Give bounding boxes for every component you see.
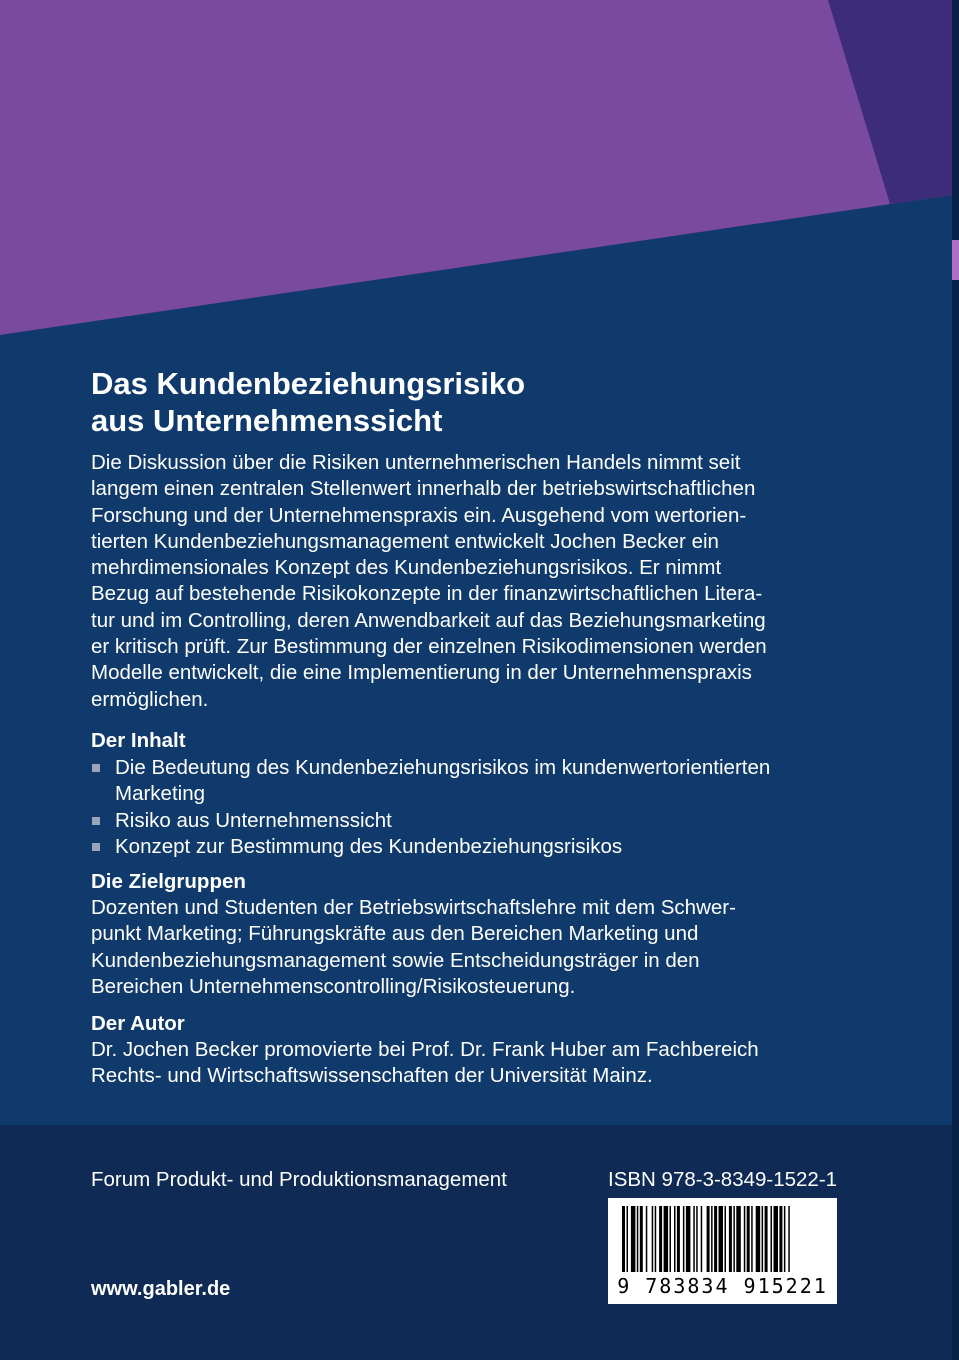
list-item-text: Risiko aus Unternehmenssicht [115,808,392,832]
barcode-bar [674,1206,676,1272]
intro-line: Bezug auf bestehende Risikokonzepte in der finanzwirtschaftlichen Litera- [91,582,763,606]
barcode-bar [693,1206,695,1272]
barcode-bar [779,1206,782,1272]
barcode-bar [765,1206,768,1272]
list-item [91,755,851,808]
book-title [91,365,851,439]
barcode-bar [736,1206,741,1272]
bullet-square-icon [92,764,100,772]
barcode-bar [756,1206,761,1272]
barcode-bar [784,1206,786,1272]
title-line-1: Das Kundenbeziehungsrisiko [91,366,526,401]
barcode-bar [701,1206,703,1272]
intro-line: langem einen zentralen Stellenwert innerhalb der betriebswirtschaftlichen [91,477,756,501]
zielgruppen-line: Bereichen Unternehmenscontrolling/Risikosteuerung. [91,974,576,998]
barcode-digits: 9 783834 915221 [617,1274,828,1298]
barcode-bar [627,1206,629,1272]
zielgruppen-line: punkt Marketing; Führungskräfte aus den Bereichen Marketing und [91,922,699,946]
isbn-text: ISBN 978-3-8349-1522-1 [608,1168,838,1191]
barcode-bar [655,1206,657,1272]
list-item [91,834,851,860]
zielgruppen-heading: Die Zielgruppen [91,870,246,893]
title-line-2: aus Unternehmenssicht [91,403,443,438]
intro-line: Die Diskussion über die Risiken unternehmerischen Handels nimmt seit [91,451,741,474]
barcode-bar [670,1206,672,1272]
barcode-bar [744,1206,746,1272]
barcode-bar [659,1206,662,1272]
barcode-bar [751,1206,753,1272]
intro-line: er kritisch prüft. Zur Bestimmung der einzelnen Risikodimensionen werden [91,635,767,659]
autor-line: Dr. Jochen Becker promovierte bei Prof. Dr. Frank Huber am Fachbereich [91,1038,759,1061]
barcode-bar [774,1206,779,1272]
spine-accent [952,240,959,280]
barcode-bar [707,1206,710,1272]
barcode-bar [622,1206,625,1272]
barcode-bar [733,1206,735,1272]
autor-line: Rechts- und Wirtschaftswissenschaften der Universität Mainz. [91,1064,653,1088]
intro-line: Forschung und der Unternehmenspraxis ein. Ausgehend vom wertorien- [91,503,747,527]
intro-line: tierten Kundenbeziehungsmanagement entwickelt Jochen Becker ein [91,529,719,553]
barcode-bar [696,1206,698,1272]
barcode-bar [719,1206,724,1272]
inhalt-heading: Der Inhalt [91,729,186,752]
barcode-bar [640,1206,643,1272]
intro-paragraph [91,450,851,713]
barcode-bar [771,1206,773,1272]
zielgruppen-line: Dozenten und Studenten der Betriebswirtschaftslehre mit dem Schwer- [91,896,736,919]
barcode [608,1198,837,1304]
publisher-url[interactable]: www.gabler.de [91,1278,231,1300]
inhalt-list [91,755,851,860]
barcode-bar [788,1206,790,1272]
barcode-bar [711,1206,713,1272]
barcode-bar [664,1206,669,1272]
bullet-square-icon [92,843,100,851]
intro-line: mehrdimensionales Konzept des Kundenbeziehungsrisikos. Er nimmt [91,556,722,580]
bullet-square-icon [92,817,100,825]
barcode-bar [714,1206,717,1272]
zielgruppen-line: Kundenbeziehungsmanagement sowie Entscheidungsträger in den [91,948,700,972]
zielgruppen-paragraph [91,895,851,1000]
list-item-text: Die Bedeutung des Kundenbeziehungsrisikos im kundenwertorientierten [115,756,771,779]
barcode-bar [747,1206,750,1272]
intro-line: Modelle entwickelt, die eine Implementierung in der Unternehmenspraxis [91,661,752,685]
barcode-bar [637,1206,639,1272]
barcode-bar [683,1206,685,1272]
barcode-bar [762,1206,764,1272]
barcode-bar [725,1206,727,1272]
barcode-bar [686,1206,691,1272]
spine-edge [952,0,959,1360]
autor-heading: Der Autor [91,1012,185,1035]
intro-line: ermöglichen. [91,687,209,711]
intro-line: tur und im Controlling, deren Anwendbarkeit auf das Beziehungsmarketing [91,608,766,632]
barcode-bar [646,1206,648,1272]
barcode-bar [652,1206,654,1272]
barcode-bar [729,1206,732,1272]
series-name: Forum Produkt- und Produktionsmanagement [91,1168,507,1191]
list-item-text: Marketing [115,782,206,806]
barcode-bar [677,1206,680,1272]
list-item [91,808,851,834]
list-item-text: Konzept zur Bestimmung des Kundenbeziehungsrisikos [115,834,623,858]
autor-paragraph [91,1037,851,1090]
barcode-bar [631,1206,636,1272]
